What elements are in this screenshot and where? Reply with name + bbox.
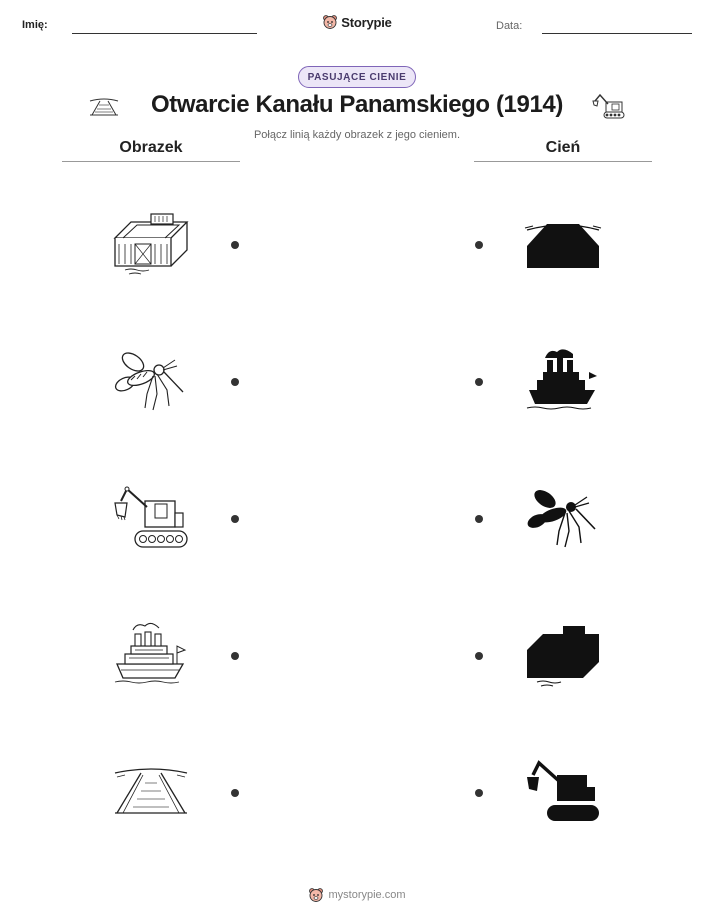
name-label: Imię: bbox=[22, 19, 48, 31]
excavator-icon bbox=[111, 483, 191, 553]
right-dot-4[interactable] bbox=[475, 652, 483, 660]
date-label: Data: bbox=[496, 20, 523, 32]
left-dot-2[interactable] bbox=[231, 378, 239, 386]
canal-lock-icon bbox=[111, 208, 191, 278]
excavator-shadow-icon bbox=[523, 757, 603, 827]
worksheet-type-badge: PASUJĄCE CIENIE bbox=[298, 66, 416, 88]
left-dot-1[interactable] bbox=[231, 241, 239, 249]
page-title: Otwarcie Kanału Panamskiego (1914) bbox=[151, 91, 563, 118]
steamship-shadow-icon bbox=[523, 346, 603, 416]
footer-url[interactable]: mystorypie.com bbox=[328, 889, 406, 901]
excavator-icon bbox=[592, 92, 626, 120]
right-dot-2[interactable] bbox=[475, 378, 483, 386]
left-dot-5[interactable] bbox=[231, 789, 239, 797]
canal-channel-shadow-icon bbox=[523, 210, 603, 280]
mosquito-shadow-icon bbox=[523, 483, 603, 553]
canal-channel-icon bbox=[111, 757, 191, 827]
brand-logo bbox=[300, 12, 414, 32]
canal-lock-shadow-icon bbox=[523, 620, 603, 690]
column-header-shadow: Cień bbox=[545, 139, 581, 156]
column-divider-right bbox=[474, 161, 652, 162]
right-dot-3[interactable] bbox=[475, 515, 483, 523]
mosquito-icon bbox=[111, 346, 191, 416]
bear-mascot-icon bbox=[308, 887, 324, 903]
footer bbox=[300, 884, 414, 906]
instructions: Połącz linią każdy obrazek z jego cieniem. bbox=[253, 129, 461, 141]
left-dot-4[interactable] bbox=[231, 652, 239, 660]
name-field-line[interactable] bbox=[72, 33, 257, 34]
left-dot-3[interactable] bbox=[231, 515, 239, 523]
column-header-picture: Obrazek bbox=[119, 139, 183, 156]
date-field-line[interactable] bbox=[542, 33, 692, 34]
steamship-icon bbox=[111, 620, 191, 690]
right-dot-5[interactable] bbox=[475, 789, 483, 797]
bear-mascot-icon bbox=[322, 14, 338, 30]
column-divider-left bbox=[62, 161, 240, 162]
brand-name: Storypie bbox=[341, 14, 392, 30]
right-dot-1[interactable] bbox=[475, 241, 483, 249]
